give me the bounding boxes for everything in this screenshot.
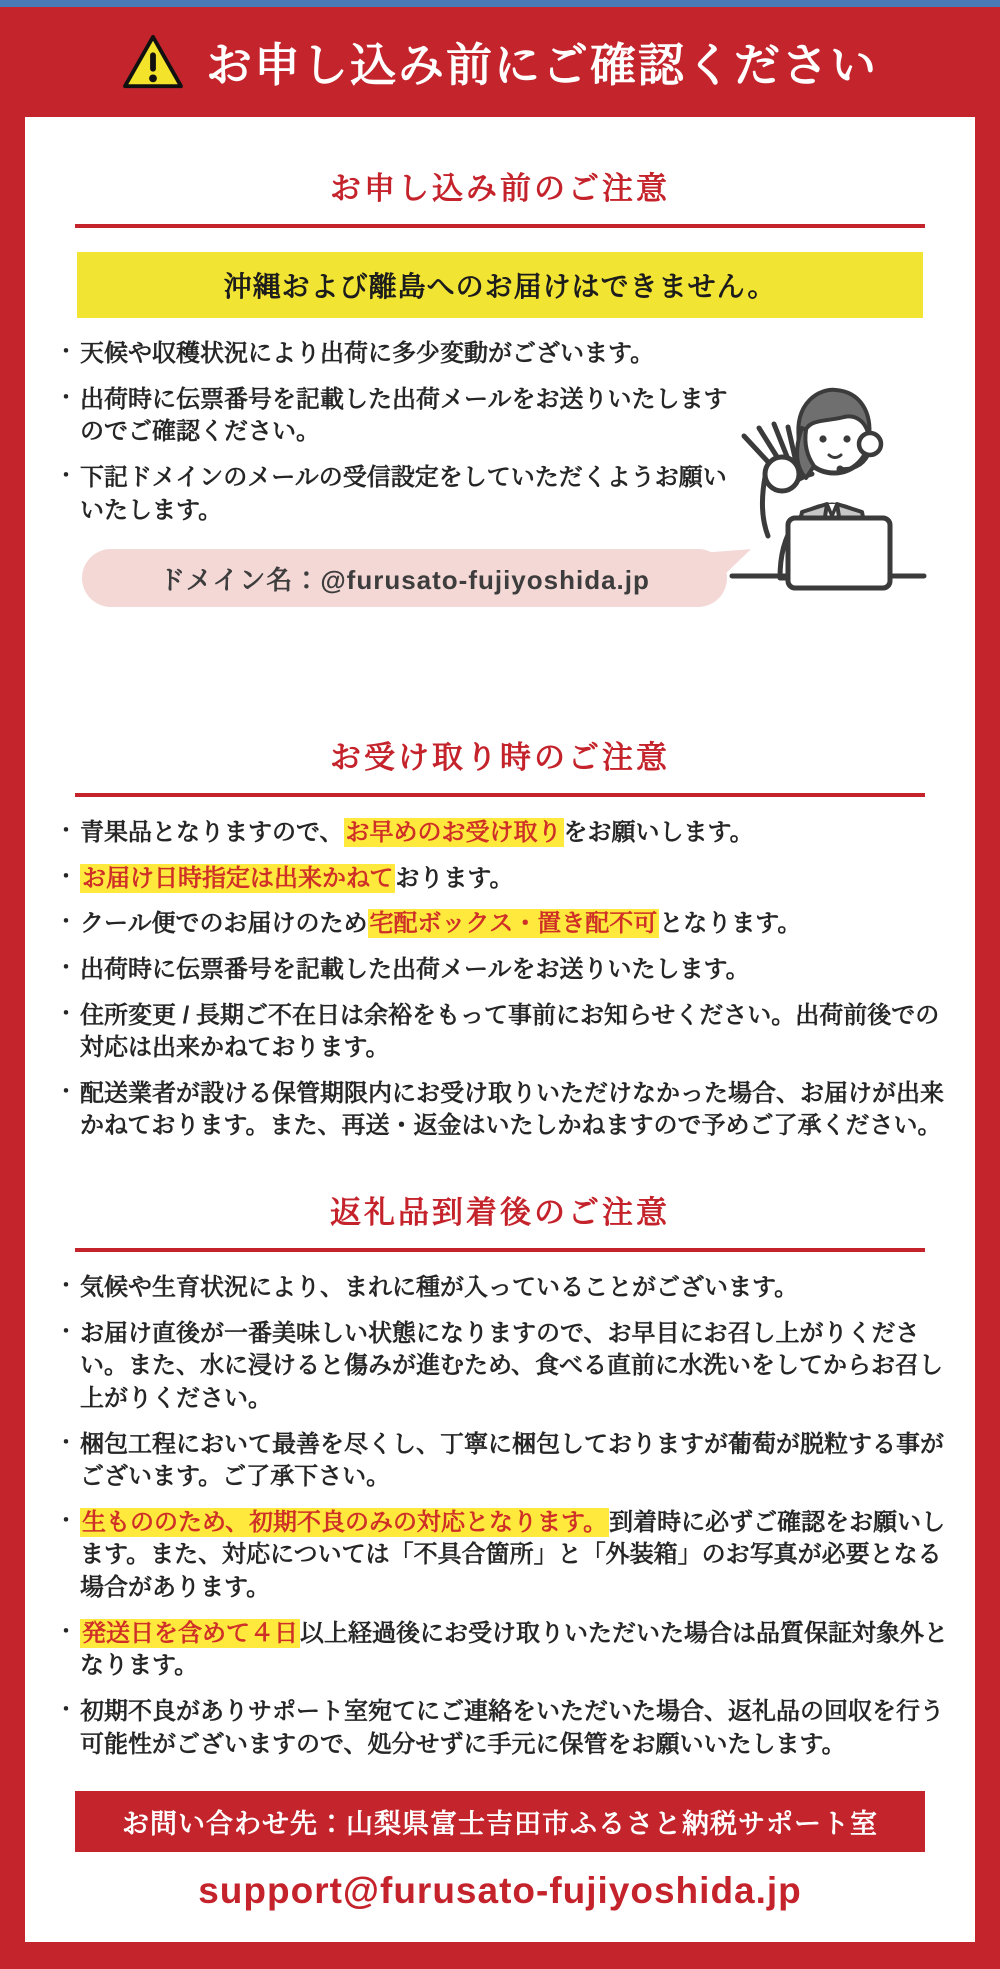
domain-label: ドメイン名：@furusato-fujiyoshida.jp	[159, 564, 650, 595]
bullet-marker: ・	[56, 1275, 76, 1297]
notice-list	[56, 817, 950, 1143]
bullet-marker: ・	[56, 464, 76, 487]
notice-bullet	[56, 1078, 950, 1143]
notice-poster	[0, 7, 1000, 1969]
bullet-text: 出荷時に伝票番号を記載した出荷メールをお送りいたしますのでご確認ください。	[80, 385, 728, 446]
bullet-text: 天候や収穫状況により出荷に多少変動がございます。	[80, 340, 655, 367]
highlighted-text: お届け日時指定は出来かねて	[82, 864, 394, 892]
bullet-text: 住所変更 / 長期ご不在日は余裕をもって事前にお知らせください。出荷前後での対応は出来かねております。	[80, 1001, 940, 1062]
section-heading: 返礼品到着後のご注意	[330, 1195, 670, 1230]
notice-list	[56, 1272, 950, 1761]
top-blue-bar	[0, 0, 1000, 7]
notice-bullet	[56, 817, 950, 850]
bullet-marker: ・	[56, 386, 76, 409]
bullet-text: 以上経過後にお受け取りいただいた場合は品質保証対象外となります。	[80, 1619, 948, 1680]
bullet-text: 初期不良がありサポート室宛てにご連絡をいただいた場合、返礼品の回収を行う可能性がございますので、処分せずに手元に保管をお願いいたします。	[80, 1697, 944, 1758]
bullet-text: 青果品となりますので、	[80, 819, 344, 846]
bullet-marker: ・	[56, 820, 76, 842]
section-receiving	[50, 732, 950, 1143]
section-divider	[75, 224, 925, 228]
poster-header	[0, 7, 1000, 117]
bullet-text: クール便でのお届けのため	[80, 910, 368, 938]
bullet-text: 配送業者が設ける保管期限内にお受け取りいただけなかった場合、お届けが出来かねております。また、再送・返金はいたしかねますので予めご了承ください。	[80, 1079, 944, 1140]
page-title: お申し込み前にご確認ください	[206, 39, 878, 91]
notice-bullet	[56, 1000, 950, 1065]
section-heading: お申し込み前のご注意	[330, 171, 670, 206]
notice-bullet	[56, 1696, 950, 1761]
bullet-marker: ・	[56, 1620, 76, 1643]
bullet-text: 到着時に必ずご確認をお願いします。また、対応については「不具合箇所」と「外装箱」のお写真が必要となる場合があります。	[80, 1508, 946, 1601]
notice-bullet	[56, 338, 746, 371]
no-delivery-banner: 沖縄および離島へのお届けはできません。	[77, 252, 923, 318]
notice-bullet	[56, 1507, 950, 1605]
highlighted-text: 宅配ボックス・置き配不可	[369, 910, 658, 938]
notice-bullet	[56, 1429, 950, 1494]
bullet-marker: ・	[56, 1002, 76, 1025]
domain-speech-bubble	[82, 549, 727, 607]
notice-bullet	[56, 954, 950, 987]
bullet-marker: ・	[56, 1080, 76, 1103]
bullet-text: 梱包工程において最善を尽くし、丁寧に梱包しておりますが葡萄が脱粒する事がございます。ご了承下さい。	[80, 1430, 944, 1491]
bullet-marker: ・	[56, 1698, 76, 1721]
highlighted-text: 発送日を含めて４日	[82, 1619, 298, 1647]
notice-bullet	[56, 462, 746, 527]
bullet-marker: ・	[56, 341, 76, 363]
support-operator-illustration	[728, 360, 928, 610]
notice-bullet	[56, 1318, 950, 1416]
support-email: support@furusato-fujiyoshida.jp	[198, 1870, 802, 1912]
bullet-marker: ・	[56, 1431, 76, 1454]
bullet-marker: ・	[56, 1320, 76, 1343]
bullet-marker: ・	[56, 1509, 76, 1532]
highlighted-text: 生もののため、初期不良のみの対応となります。	[82, 1508, 608, 1536]
contact-bar: お問い合わせ先：山梨県富士吉田市ふるさと納税サポート室	[75, 1791, 925, 1852]
section-before-apply	[50, 163, 950, 688]
notice-bullet	[56, 1618, 950, 1683]
bullet-marker: ・	[56, 956, 76, 979]
bullet-text: 気候や生育状況により、まれに種が入っていることがございます。	[80, 1274, 799, 1301]
bullet-text: 下記ドメインのメールの受信設定をしていただくようお願いいたします。	[80, 463, 727, 524]
bullet-text: おります。	[395, 864, 514, 892]
bullet-text: をお願いします。	[563, 819, 754, 846]
section-heading: お受け取り時のご注意	[330, 740, 670, 775]
warning-triangle-icon	[122, 34, 184, 90]
bullet-marker: ・	[56, 865, 76, 888]
bullet-text: お届け直後が一番美味しい状態になりますので、お早目にお召し上がりください。また、水に浸けると傷みが進むため、食べる直前に水洗いをしてからお召し上がりください。	[80, 1319, 944, 1412]
notice-bullet	[56, 908, 950, 941]
notice-bullet	[56, 1272, 950, 1305]
notice-bullet	[56, 863, 950, 896]
section-divider	[75, 793, 925, 797]
notice-content	[25, 117, 975, 1942]
bullet-text: 出荷時に伝票番号を記載した出荷メールをお送りいたします。	[80, 955, 750, 983]
section-after-arrival	[50, 1187, 950, 1761]
highlighted-text: お早めのお受け取り	[345, 819, 562, 846]
section-body	[50, 338, 950, 688]
bullet-text: となります。	[659, 910, 802, 938]
bullet-marker: ・	[56, 911, 76, 934]
notice-bullet	[56, 384, 746, 449]
section-divider	[75, 1248, 925, 1252]
notice-list	[56, 338, 746, 527]
